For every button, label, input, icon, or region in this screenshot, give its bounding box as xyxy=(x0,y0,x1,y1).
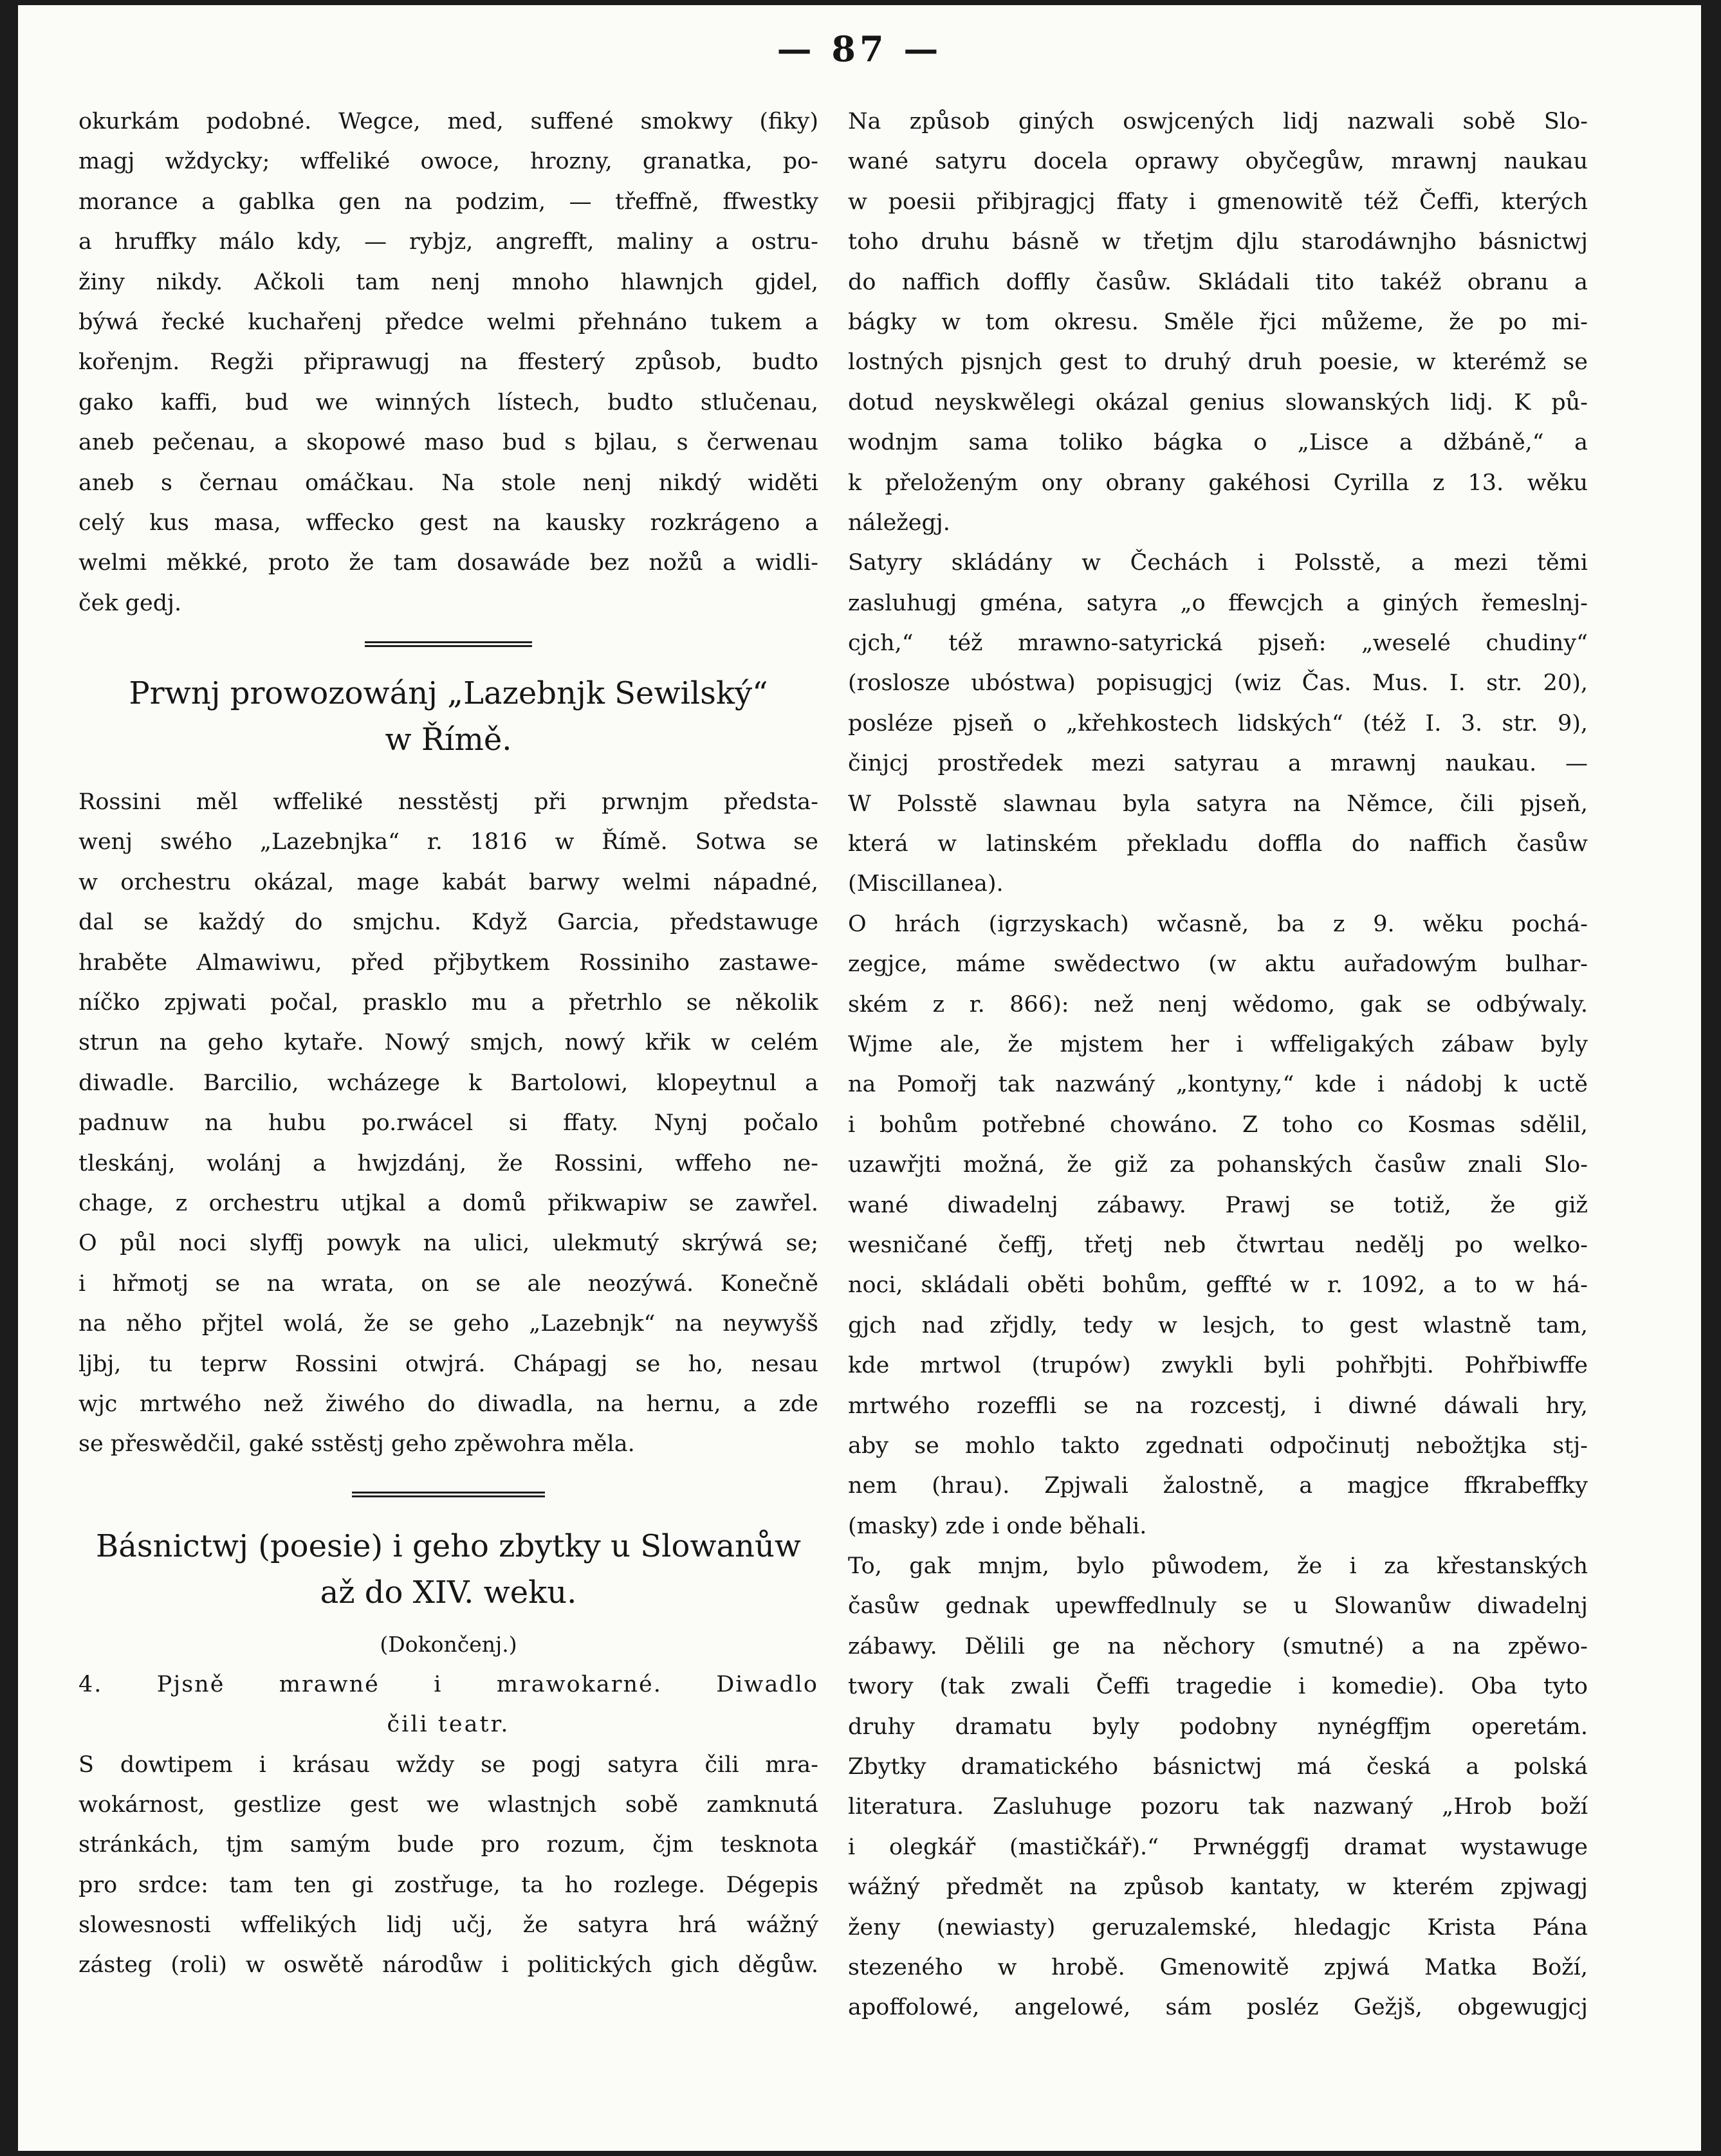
text-line: bágky w tom okresu. Směle řjci můžeme, že po mi- xyxy=(848,309,1588,335)
text-line: druhy dramatu byly podobny nynégffjm operetám. xyxy=(848,1713,1588,1740)
text-line: magj wždycky; wffeliké owoce, hrozny, granatka, po- xyxy=(78,149,818,175)
text-line: Wjme ale, že mjstem her i wffeligakých zábaw byly xyxy=(848,1031,1588,1057)
text-line: wané satyru docela oprawy obyčegůw, mrawnj naukau xyxy=(848,149,1588,175)
text-line: welmi měkké, proto že tam dosawáde bez nožů a widli- xyxy=(78,550,818,576)
text-line: O půl noci slyffj powyk na ulici, ulekmutý skrýwá se; xyxy=(78,1230,818,1257)
text-line: wjc mrtwého než žiwého do diwadla, na hernu, a zde xyxy=(78,1391,818,1417)
text-line: hraběte Almawiwu, před přjbytkem Rossiniho zastawe- xyxy=(78,949,818,976)
text-line: kořenjm. Regži připrawugj na ffesterý způsob, budto xyxy=(78,349,818,376)
heading-line: w Římě. xyxy=(385,722,512,758)
text-line: gako kaffi, bud we winných lístech, budto stlučenau, xyxy=(78,389,818,416)
paragraph-bohemia-poland xyxy=(848,543,1588,904)
text-line: dal se každý do smjchu. Když Garcia, předstawuge xyxy=(78,909,818,936)
text-line: (Miscillanea). xyxy=(848,871,1004,897)
section-heading-poetry xyxy=(78,1523,818,1616)
text-line: wenj swého „Lazebnjka“ r. 1816 w Římě. Sotwa se xyxy=(78,829,818,855)
text-line: w poesii přibjragjcj ffaty i gmenowitě též Čeffi, kterých xyxy=(848,188,1588,215)
text-line: okurkám podobné. Wegce, med, suffené smokwy (fiky) xyxy=(78,109,818,134)
text-line: kde mrtwol (trupów) zwykli byli pohřbjti. Pohřbiwffe xyxy=(848,1353,1588,1379)
text-line: lostných pjsnjch gest to druhý druh poesie, w kterémž se xyxy=(848,349,1588,376)
section-heading-barber xyxy=(78,670,818,763)
text-line: zábawy. Dělili ge na něchory (smutné) a na zpěwo- xyxy=(848,1633,1588,1659)
text-line: wesničané čeffj, třetj neb čtwrtau nedělj po welko- xyxy=(848,1232,1588,1258)
text-line: činjcj prostředek mezi satyrau a mrawnj naukau. — xyxy=(848,751,1588,777)
text-line: celý kus masa, wffecko gest na kausky rozkrágeno a xyxy=(78,509,818,536)
text-line: i olegkář (mastičkář).“ Prwnéggfj dramat wystawuge xyxy=(848,1834,1588,1860)
text-line: Zbytky dramatického básnictwj má česká a polská xyxy=(848,1754,1588,1780)
text-line: gjch nad zřjdly, tedy w lesjch, to gest wlastně tam, xyxy=(848,1312,1588,1338)
text-line: ljbj, tu teprw Rossini otwjrá. Chápagj se ho, nesau xyxy=(78,1351,818,1377)
page-number: — 87 — xyxy=(777,28,943,69)
text-line: cjch,“ též mrawno-satyrická pjseň: „weselé chudiny“ xyxy=(848,630,1588,657)
paragraph-rossini xyxy=(78,782,818,1465)
paragraph-games xyxy=(848,904,1588,1546)
text-line: dotud neyskwělegi okázal genius slowanských lidj. K pů- xyxy=(848,389,1588,416)
text-line: padnuw na hubu po.rwácel si ffaty. Nynj počalo xyxy=(78,1110,818,1137)
text-line: ženy (newiasty) geruzalemské, hledagjc Krista Pána xyxy=(848,1914,1588,1941)
text-line: která w latinském překladu doffla do naffich časůw xyxy=(848,831,1588,857)
text-line: aby se mohlo takto zgednati odpočinutj nebožtjka stj- xyxy=(848,1432,1588,1459)
text-line: To, gak mnjm, bylo půwodem, že i za křestanských xyxy=(848,1553,1588,1580)
text-line: mrtwého rozeffli se na rozcestj, i diwné dáwali hry, xyxy=(848,1393,1588,1419)
text-line: toho druhu básně w třetjm djlu starodáwnjho básnictwj xyxy=(848,229,1588,255)
subheading-line: čili teatr. xyxy=(387,1712,510,1738)
text-line: ček gedj. xyxy=(78,590,182,616)
paragraph-satire xyxy=(78,1745,818,1986)
text-line: wážný předmět na způsob kantaty, w kterém zpjwagj xyxy=(848,1874,1588,1901)
text-line: W Polsstě slawnau byla satyra na Němce, čili pjseň, xyxy=(848,790,1588,817)
text-line: aneb pečenau, a skopowé maso bud s bjlau, s čerwenau xyxy=(78,430,818,456)
paragraph-drama xyxy=(848,1546,1588,2028)
text-line: se přeswědčil, gaké sstěstj geho zpěwohra měla. xyxy=(78,1431,635,1457)
heading-line: až do XIV. weku. xyxy=(320,1574,577,1611)
text-line: slowesnosti wffelikých lidj učj, že satyra hrá wážný xyxy=(78,1912,818,1939)
section-divider xyxy=(365,641,532,647)
right-column xyxy=(848,102,1588,2028)
heading-line: Prwnj prowozowánj „Lazebnjk Sewilský“ xyxy=(129,675,768,712)
text-line: stezeného w hrobě. Gmenowitě zpjwá Matka Boží, xyxy=(848,1954,1588,1980)
book-page xyxy=(18,5,1701,2151)
text-line: aneb s černau omáčkau. Na stole nenj nikdý widěti xyxy=(78,470,818,496)
text-line: k přeloženým ony obrany gakéhosi Cyrilla z 13. wěku xyxy=(848,470,1588,496)
text-line: zasluhugj gména, satyra „o ffewcjch a giných řemeslnj- xyxy=(848,590,1588,616)
text-line: S dowtipem i krásau wždy se pogj satyra čili mra- xyxy=(78,1751,818,1778)
subheading-line: 4. Pjsně mrawné i mrawokarné. Diwadlo xyxy=(78,1671,818,1697)
text-line: ském z r. 866): než nenj wědomo, gak se odbýwaly. xyxy=(848,991,1588,1018)
text-line: (masky) zde i onde běhali. xyxy=(848,1513,1147,1539)
text-line: tleskánj, wolánj a hwjzdánj, že Rossini, wffeho ne- xyxy=(78,1150,818,1176)
text-line: na něho přjtel wolá, že se geho „Lazebnjk“ na neywyšš xyxy=(78,1311,818,1337)
text-line: wané diwadelnj zábawy. Prawj se totiž, že giž xyxy=(848,1192,1588,1218)
subsection-heading xyxy=(78,1665,818,1745)
text-line: morance a gablka gen na podzim, — třeffně, ffwestky xyxy=(78,188,818,215)
text-line: (roslosze ubóstwa) popisugjcj (wiz Čas. Mus. I. str. 20), xyxy=(848,670,1588,697)
text-line: strun na geho kytaře. Nowý smjch, nowý křik w celém xyxy=(78,1030,818,1056)
heading-line: Básnictwj (poesie) i geho zbytky u Slowanůw xyxy=(96,1528,801,1564)
text-line: O hrách (igrzyskach) wčasně, ba z 9. wěku pochá- xyxy=(848,911,1588,937)
text-line: i bohům potřebné chowáno. Z toho co Kosmas sdělil, xyxy=(848,1111,1588,1138)
text-line: wokárnost, gestlize gest we wlastnjch sobě zamknutá xyxy=(78,1791,818,1818)
text-line: twory (tak zwali Čeffi tragedie i komedie). Oba tyto xyxy=(848,1674,1588,1700)
text-line: níčko zpjwati počal, prasklo mu a přetrhlo se několik xyxy=(78,990,818,1016)
paragraph-vegetables xyxy=(78,102,818,623)
text-line: w orchestru okázal, mage kabát barwy welmi nápadné, xyxy=(78,869,818,895)
text-line: Na způsob giných oswjcených lidj nazwali sobě Slo- xyxy=(848,109,1588,134)
text-line: i hřmotj se na wrata, on se ale neozýwá. Konečně xyxy=(78,1270,818,1297)
text-line: Rossini měl wffeliké nesstěstj při prwnjm předsta- xyxy=(78,789,818,816)
text-line: a hruffky málo kdy, — rybjz, angrefft, maliny a ostru- xyxy=(78,229,818,255)
text-line: literatura. Zasluhuge pozoru tak nazwaný „Hrob boží xyxy=(848,1794,1588,1820)
text-line: noci, skládali oběti bohům, geffté w r. 1092, a to w há- xyxy=(848,1272,1588,1299)
text-line: uzawřjti možná, že giž za pohanských časůw znali Slo- xyxy=(848,1152,1588,1178)
text-line: zásteg (roli) w oswětě národůw i politických gich děgůw. xyxy=(78,1952,818,1978)
text-line: posléze pjseň o „křehkostech lidských“ (též I. 3. str. 9), xyxy=(848,710,1588,736)
left-column xyxy=(78,102,818,1986)
section-divider xyxy=(352,1492,545,1497)
text-line: na Pomořj tak nazwáný „kontyny,“ kde i nádobj k uctě xyxy=(848,1072,1588,1098)
text-line: do naffich doffly časůw. Skládali tito takéž obranu a xyxy=(848,269,1588,295)
text-line: stránkách, tjm samým bude pro rozum, čjm tesknota xyxy=(78,1832,818,1858)
text-line: wodnjm sama toliko bágka o „Lisce a džbáně,“ a xyxy=(848,430,1588,456)
text-line: nem (hrau). Zpjwali žalostně, a magjce ffkrabeffky xyxy=(848,1473,1588,1499)
text-line: chage, z orchestru utjkal a domů přikwapiw se zawřel. xyxy=(78,1190,818,1216)
continuation-note: (Dokončenj.) xyxy=(380,1631,517,1657)
text-line: časůw gednak upewffedlnuly se u Slowanůw diwadelnj xyxy=(848,1593,1588,1620)
text-line: zegjce, máme swědectwo (w aktu auřadowým bulhar- xyxy=(848,951,1588,978)
text-line: býwá řecké kuchařenj předce welmi přehnáno tukem a xyxy=(78,309,818,335)
text-line: Satyry skládány w Čechách i Polsstě, a mezi těmi xyxy=(848,550,1588,576)
paragraph-slavic-satire xyxy=(848,102,1588,543)
text-line: pro srdce: tam ten gi zostřuge, ta ho rozlege. Dégepis xyxy=(78,1872,818,1898)
text-line: apoffolowé, angelowé, sám posléz Gežjš, obgewugjcj xyxy=(848,1995,1588,2021)
text-line: náležegj. xyxy=(848,509,950,536)
text-line: žiny nikdy. Ačkoli tam nenj mnoho hlawnjch gjdel, xyxy=(78,269,818,295)
text-line: diwadle. Barcilio, wcházege k Bartolowi, klopeytnul a xyxy=(78,1070,818,1096)
